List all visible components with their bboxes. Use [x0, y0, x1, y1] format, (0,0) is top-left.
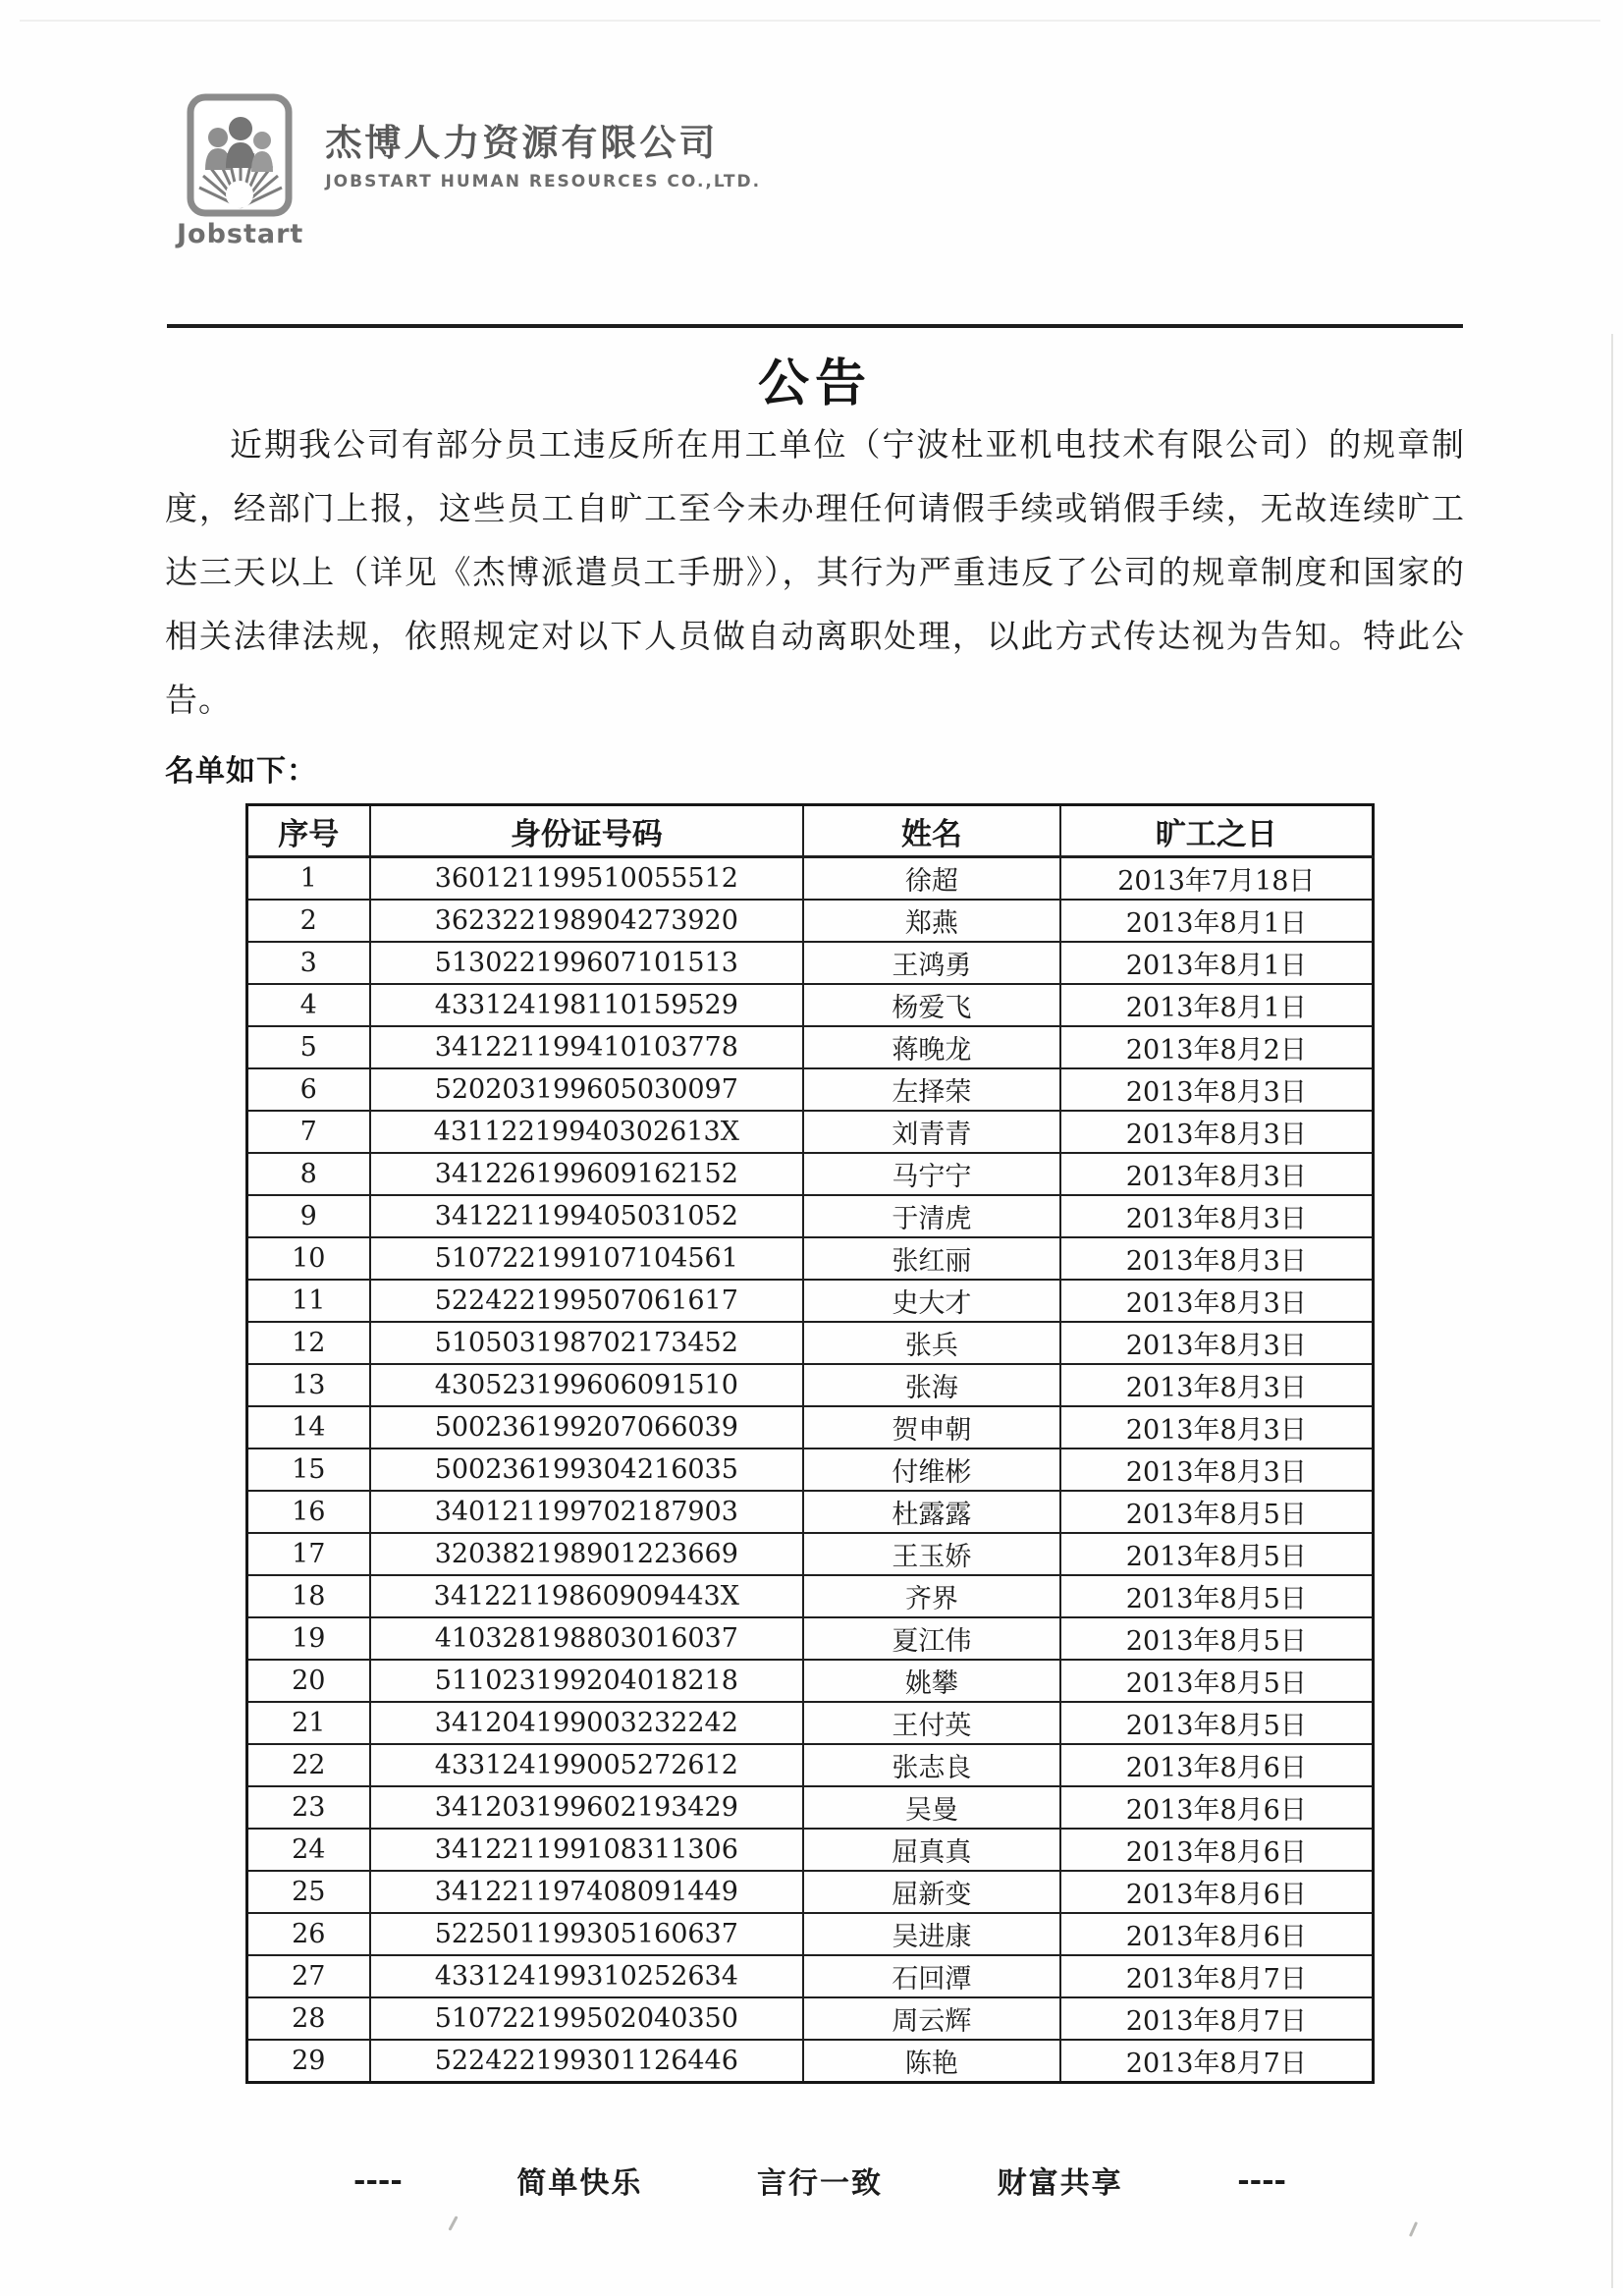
cell-name: 张海: [803, 1364, 1060, 1406]
cell-name: 周云辉: [803, 1997, 1060, 2040]
cell-id-number: 410328198803016037: [370, 1617, 804, 1660]
cell-id-number: 500236199304216035: [370, 1449, 804, 1491]
table-row: [247, 1829, 1374, 1871]
cell-index: 15: [247, 1449, 370, 1491]
cell-name: 左择荣: [803, 1068, 1060, 1111]
absence-roster-table: [245, 803, 1375, 2084]
cell-id-number: 34122119860909443X: [370, 1575, 804, 1617]
cell-id-number: 43112219940302613X: [370, 1111, 804, 1153]
footer-slogan: 言行一致: [757, 2166, 883, 2201]
table-row: [247, 1237, 1374, 1280]
cell-name: 张红丽: [803, 1237, 1060, 1280]
table-row: [247, 2040, 1374, 2083]
cell-index: 7: [247, 1111, 370, 1153]
cell-id-number: 522422199507061617: [370, 1280, 804, 1322]
cell-id-number: 510503198702173452: [370, 1322, 804, 1364]
cell-absence-date: 2013年8月6日: [1060, 1786, 1374, 1829]
cell-id-number: 500236199207066039: [370, 1406, 804, 1449]
cell-id-number: 433124199310252634: [370, 1955, 804, 1997]
cell-index: 24: [247, 1829, 370, 1871]
cell-name: 郑燕: [803, 900, 1060, 942]
table-row: [247, 1491, 1374, 1533]
footer-slogan: 简单快乐: [516, 2166, 643, 2201]
letterhead-divider: [167, 324, 1463, 328]
header-index: 序号: [247, 805, 370, 857]
table-row: [247, 1660, 1374, 1702]
cell-absence-date: 2013年8月3日: [1060, 1280, 1374, 1322]
cell-name: 徐超: [803, 857, 1060, 901]
header-id-number: 身份证号码: [370, 805, 804, 857]
cell-absence-date: 2013年8月5日: [1060, 1491, 1374, 1533]
cell-index: 25: [247, 1871, 370, 1913]
cell-absence-date: 2013年8月3日: [1060, 1068, 1374, 1111]
cell-index: 22: [247, 1744, 370, 1786]
cell-id-number: 341221199410103778: [370, 1026, 804, 1068]
cell-index: 17: [247, 1533, 370, 1575]
cell-name: 石回潭: [803, 1955, 1060, 1997]
cell-index: 14: [247, 1406, 370, 1449]
cell-index: 1: [247, 857, 370, 901]
cell-index: 12: [247, 1322, 370, 1364]
cell-index: 9: [247, 1195, 370, 1237]
cell-id-number: 341226199609162152: [370, 1153, 804, 1195]
cell-index: 3: [247, 942, 370, 984]
cell-absence-date: 2013年8月3日: [1060, 1111, 1374, 1153]
footer-dash-left: ----: [353, 2162, 403, 2198]
cell-name: 杨爱飞: [803, 984, 1060, 1026]
cell-absence-date: 2013年8月3日: [1060, 1322, 1374, 1364]
table-row: [247, 1111, 1374, 1153]
cell-index: 19: [247, 1617, 370, 1660]
table-row: [247, 1280, 1374, 1322]
cell-absence-date: 2013年8月6日: [1060, 1829, 1374, 1871]
header-name: 姓名: [803, 805, 1060, 857]
cell-index: 23: [247, 1786, 370, 1829]
cell-absence-date: 2013年8月5日: [1060, 1617, 1374, 1660]
cell-index: 5: [247, 1026, 370, 1068]
cell-name: 陈艳: [803, 2040, 1060, 2083]
cell-index: 16: [247, 1491, 370, 1533]
cell-index: 11: [247, 1280, 370, 1322]
cell-index: 27: [247, 1955, 370, 1997]
footer-slogan: 财富共享: [997, 2166, 1123, 2201]
cell-absence-date: 2013年8月1日: [1060, 900, 1374, 942]
cell-name: 屈新变: [803, 1871, 1060, 1913]
table-row: [247, 1068, 1374, 1111]
cell-id-number: 522501199305160637: [370, 1913, 804, 1955]
cell-id-number: 511023199204018218: [370, 1660, 804, 1702]
cell-id-number: 340121199702187903: [370, 1491, 804, 1533]
cell-name: 蒋晚龙: [803, 1026, 1060, 1068]
cell-id-number: 320382198901223669: [370, 1533, 804, 1575]
cell-name: 屈真真: [803, 1829, 1060, 1871]
table-row: [247, 1575, 1374, 1617]
cell-name: 吴曼: [803, 1786, 1060, 1829]
table-header-row: [247, 805, 1374, 857]
table-row: [247, 1195, 1374, 1237]
cell-index: 18: [247, 1575, 370, 1617]
table-row: [247, 1786, 1374, 1829]
cell-absence-date: 2013年8月2日: [1060, 1026, 1374, 1068]
cell-name: 王玉娇: [803, 1533, 1060, 1575]
cell-id-number: 522422199301126446: [370, 2040, 804, 2083]
table-body: [247, 857, 1374, 2083]
cell-id-number: 510722199502040350: [370, 1997, 804, 2040]
scan-artifact-page-edge: [1611, 334, 1613, 2288]
letterhead: [177, 93, 761, 249]
cell-index: 28: [247, 1997, 370, 2040]
cell-id-number: 513022199607101513: [370, 942, 804, 984]
brand-name: Jobstart: [177, 219, 304, 249]
cell-index: 13: [247, 1364, 370, 1406]
cell-absence-date: 2013年8月6日: [1060, 1913, 1374, 1955]
table-row: [247, 1702, 1374, 1744]
cell-id-number: 430523199606091510: [370, 1364, 804, 1406]
cell-absence-date: 2013年8月6日: [1060, 1871, 1374, 1913]
cell-absence-date: 2013年8月6日: [1060, 1744, 1374, 1786]
table-row: [247, 1617, 1374, 1660]
cell-absence-date: 2013年8月3日: [1060, 1153, 1374, 1195]
cell-absence-date: 2013年8月3日: [1060, 1449, 1374, 1491]
cell-index: 2: [247, 900, 370, 942]
cell-id-number: 510722199107104561: [370, 1237, 804, 1280]
table-row: [247, 1406, 1374, 1449]
cell-absence-date: 2013年8月3日: [1060, 1195, 1374, 1237]
table-row: [247, 1449, 1374, 1491]
cell-absence-date: 2013年8月5日: [1060, 1575, 1374, 1617]
table-row: [247, 857, 1374, 901]
people-sunburst-logo-icon: [186, 93, 296, 217]
cell-name: 于清虎: [803, 1195, 1060, 1237]
company-name-block: [325, 93, 761, 191]
cell-absence-date: 2013年8月3日: [1060, 1364, 1374, 1406]
company-name-english: JOBSTART HUMAN RESOURCES CO.,LTD.: [325, 172, 762, 191]
cell-absence-date: 2013年8月7日: [1060, 1955, 1374, 1997]
cell-id-number: 433124199005272612: [370, 1744, 804, 1786]
cell-absence-date: 2013年8月5日: [1060, 1702, 1374, 1744]
cell-name: 张志良: [803, 1744, 1060, 1786]
announcement-paragraph: 近期我公司有部分员工违反所在用工单位（宁波杜亚机电技术有限公司）的规章制度，经部门上报，这些员工自旷工至今未办理任何请假手续或销假手续，无故连续旷工达三天以上（详见《杰博派遣员工手册》），其行为严重违反了公司的规章制度和国家的相关法律法规，依照规定对以下人员做自动离职处理，以此方式传达视为告知。特此公告。: [165, 425, 1465, 719]
cell-id-number: 360121199510055512: [370, 857, 804, 901]
table-row: [247, 1955, 1374, 1997]
cell-id-number: 341221199108311306: [370, 1829, 804, 1871]
table-row: [247, 1913, 1374, 1955]
cell-absence-date: 2013年8月1日: [1060, 984, 1374, 1026]
cell-name: 王付英: [803, 1702, 1060, 1744]
cell-id-number: 433124198110159529: [370, 984, 804, 1026]
scan-artifact-speck: [448, 2215, 458, 2231]
cell-name: 张兵: [803, 1322, 1060, 1364]
document-title: 公告: [757, 354, 872, 413]
table-row: [247, 1533, 1374, 1575]
cell-name: 姚攀: [803, 1660, 1060, 1702]
cell-index: 4: [247, 984, 370, 1026]
cell-id-number: 341221197408091449: [370, 1871, 804, 1913]
cell-name: 马宁宁: [803, 1153, 1060, 1195]
cell-absence-date: 2013年8月5日: [1060, 1533, 1374, 1575]
cell-name: 杜露露: [803, 1491, 1060, 1533]
table-row: [247, 942, 1374, 984]
table-row: [247, 1744, 1374, 1786]
cell-index: 8: [247, 1153, 370, 1195]
cell-id-number: 341221199405031052: [370, 1195, 804, 1237]
table-row: [247, 1364, 1374, 1406]
scan-artifact-top-line: [20, 20, 1600, 22]
cell-absence-date: 2013年7月18日: [1060, 857, 1374, 901]
cell-name: 王鸿勇: [803, 942, 1060, 984]
company-name-chinese: 杰博人力资源有限公司: [325, 122, 719, 164]
table-row: [247, 1026, 1374, 1068]
cell-absence-date: 2013年8月1日: [1060, 942, 1374, 984]
cell-name: 史大才: [803, 1280, 1060, 1322]
list-label: 名单如下：: [165, 754, 317, 789]
cell-index: 20: [247, 1660, 370, 1702]
cell-index: 21: [247, 1702, 370, 1744]
company-logo: [177, 93, 303, 249]
table-row: [247, 900, 1374, 942]
footer-dash-right: ----: [1237, 2162, 1286, 2198]
table-row: [247, 984, 1374, 1026]
cell-index: 26: [247, 1913, 370, 1955]
cell-absence-date: 2013年8月7日: [1060, 1997, 1374, 2040]
cell-name: 齐界: [803, 1575, 1060, 1617]
table-row: [247, 1871, 1374, 1913]
cell-name: 刘青青: [803, 1111, 1060, 1153]
cell-name: 吴进康: [803, 1913, 1060, 1955]
cell-absence-date: 2013年8月5日: [1060, 1660, 1374, 1702]
cell-id-number: 341204199003232242: [370, 1702, 804, 1744]
cell-name: 付维彬: [803, 1449, 1060, 1491]
cell-index: 6: [247, 1068, 370, 1111]
table-row: [247, 1322, 1374, 1364]
table-row: [247, 1153, 1374, 1195]
cell-id-number: 362322198904273920: [370, 900, 804, 942]
cell-absence-date: 2013年8月3日: [1060, 1237, 1374, 1280]
cell-index: 10: [247, 1237, 370, 1280]
table-row: [247, 1997, 1374, 2040]
cell-absence-date: 2013年8月3日: [1060, 1406, 1374, 1449]
cell-absence-date: 2013年8月7日: [1060, 2040, 1374, 2083]
cell-id-number: 341203199602193429: [370, 1786, 804, 1829]
cell-name: 贺申朝: [803, 1406, 1060, 1449]
slogan-footer: [353, 2159, 1286, 2202]
cell-index: 29: [247, 2040, 370, 2083]
scan-artifact-speck: [1409, 2221, 1418, 2237]
cell-name: 夏江伟: [803, 1617, 1060, 1660]
header-absence-date: 旷工之日: [1060, 805, 1374, 857]
cell-id-number: 520203199605030097: [370, 1068, 804, 1111]
